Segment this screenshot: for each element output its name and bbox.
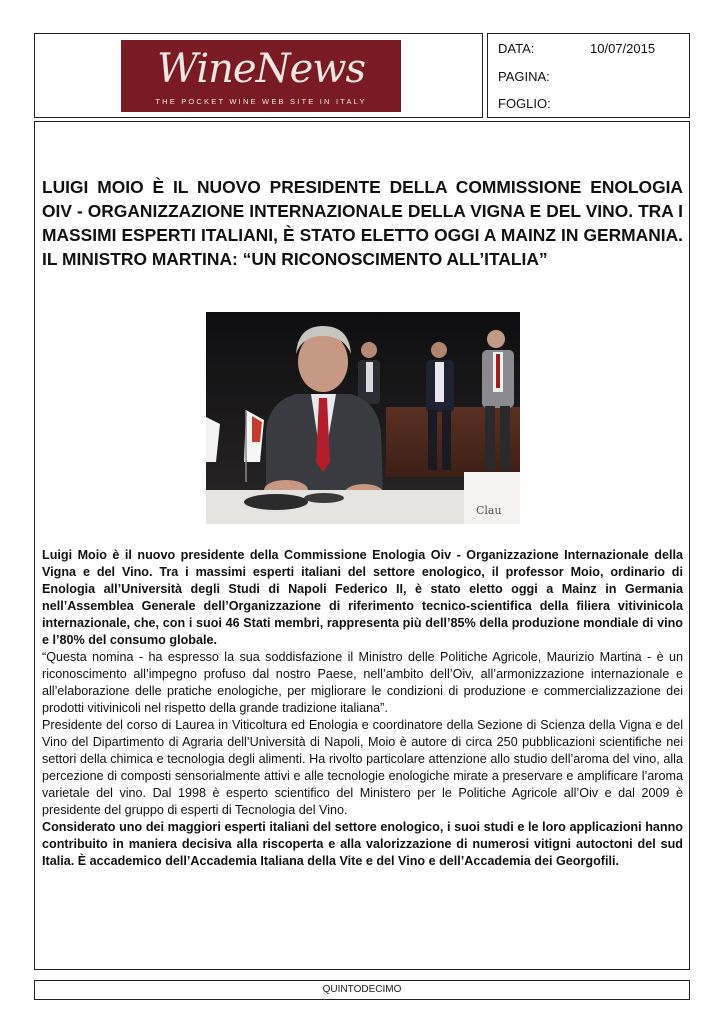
paragraph-quote: “Questa nomina - ha espresso la sua soddisfazione il Ministro delle Politiche Agricole, Maurizio Martina - è un riconoscimento all’impegno profuso dal nostro Paese, nell’ambito dell’Oiv, all’armonizzazione internazionale e all’elaborazione delle pratiche enologiche, per migliorare le condizioni di produzione e commercializzazione dei prodotti vitivinicoli nel rispetto della grande tradizione italiana”. [42, 650, 683, 715]
article-title: LUIGI MOIO È IL NUOVO PRESIDENTE DELLA COMMISSIONE ENOLOGIA OIV - ORGANIZZAZIONE INTERNAZIONALE DELLA VIGNA E DEL VINO. TRA I MASSIMI ESPERTI ITALIANI, È STATO ELETTO OGGI A MAINZ IN GERMANIA. IL MINISTRO MARTINA: “UN RICONOSCIMENTO ALL’ITALIA” [42, 177, 683, 269]
logo-tagline: THE POCKET WINE WEB SITE IN ITALY [155, 97, 367, 106]
date-value: 10/07/2015 [590, 41, 656, 56]
paragraph-intro: Luigi Moio è il nuovo presidente della Commissione Enologia Oiv - Organizzazione Internazionale della Vigna e del Vino. Tra i massimi esperti italiani del settore enologico, il professor Moio, ordinario di Enologia all’Università degli Studi di Napoli Federico II, è stato eletto oggi a Mainz in Germania nell’Assemblea Generale dell’Organizzazione di riferimento tecnico-scientifica della filiera vitivinicola internazionale, che, con i suoi 46 Stati membri, rappresenta più dell’85% della produzione mondiale di vino e l’80% del consumo globale. [42, 548, 683, 647]
article-photo [206, 312, 520, 524]
paragraph-career: Presidente del corso di Laurea in Viticoltura ed Enologia e coordinatore della Sezione di Scienza della Vigna e del Vino del Dipartimento di Agraria dell’Università di Napoli, Moio è autore di circa 250 pubblicazioni scientifiche nei settori della chimica e tecnologia degli alimenti. Ha rivolto particolare attenzione allo studio dell’aroma del vino, alla percezione di composti sensorialmente attivi e alle tecnologie enologiche mirate a preservare e amplificare l’aroma varietale del vino. Dal 1998 è esperto scientifico del Ministero per le Politiche Agricole all’Oiv e dal 2009 è presidente del gruppo di esperti di Tecnologia del Vino. [42, 718, 683, 817]
footer-box [34, 980, 690, 1000]
photo-nameplate-text: Clau [476, 504, 502, 517]
winenews-logo [121, 40, 401, 112]
header-logo-box [34, 33, 483, 118]
date-label: DATA: [498, 41, 535, 56]
article-box [34, 121, 690, 970]
paragraph-closing: Considerato uno dei maggiori esperti italiani del settore enologico, i suoi studi e le loro applicazioni hanno contribuito in maniera decisiva alla riscoperta e alla valorizzazione di numerosi vitigni autoctoni del sud Italia. È accademico dell’Accademia Italiana della Vite e del Vino e dell’Accademia dei Georgofili. [42, 820, 683, 868]
logo-wordmark: WineNews [156, 46, 366, 92]
sheet-label: FOGLIO: [498, 96, 551, 111]
footer-source: QUINTODECIMO [322, 984, 402, 995]
page-label: PAGINA: [498, 69, 550, 84]
header-meta-box [487, 33, 690, 118]
article-body [42, 547, 683, 870]
